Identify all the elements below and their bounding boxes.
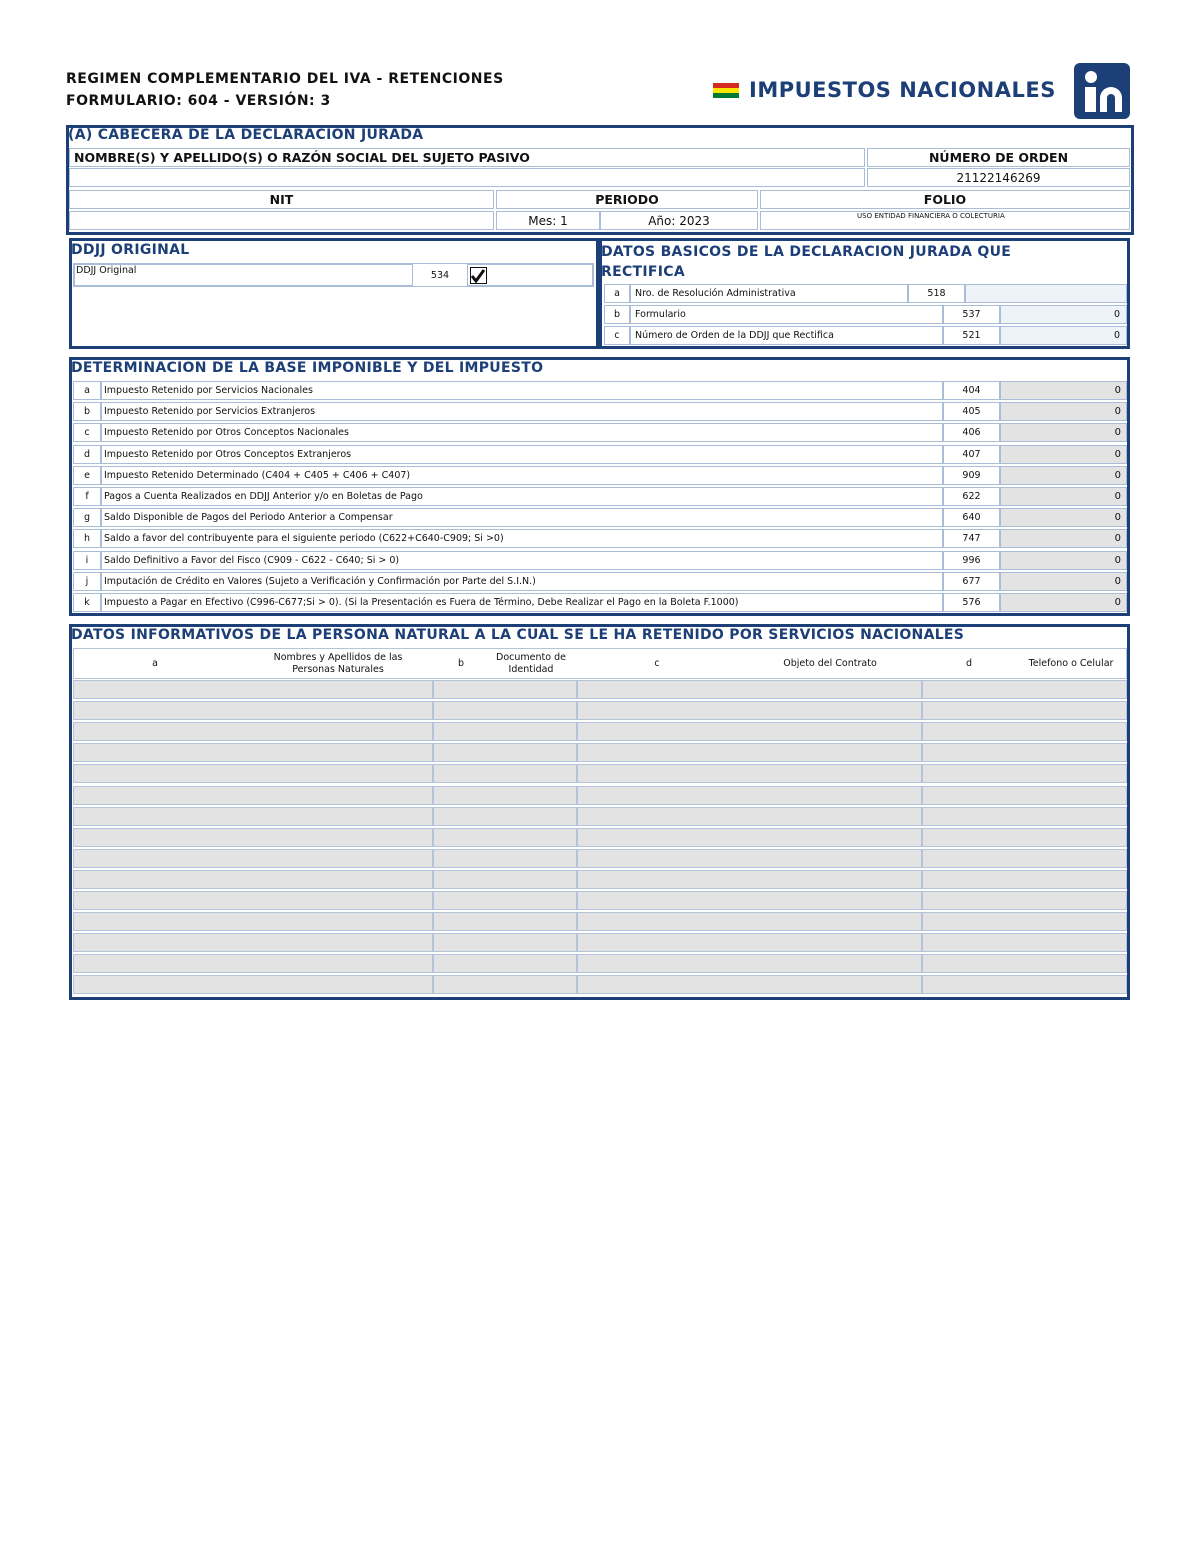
objeto-contrato-cell[interactable] — [577, 975, 922, 994]
determinacion-row — [73, 508, 1127, 527]
documento-identidad-cell[interactable] — [433, 870, 577, 889]
documento-identidad-cell[interactable] — [433, 975, 577, 994]
numero-orden-value: 211221462​69 — [867, 168, 1130, 187]
objeto-contrato-cell[interactable] — [577, 954, 922, 973]
persona-nombre-cell[interactable] — [73, 828, 433, 847]
row-code: 404 — [943, 381, 1000, 400]
folio-note: USO ENTIDAD FINANCIERA O COLECTURIA — [857, 212, 1005, 220]
periodo-mes: Mes: 1 — [496, 211, 600, 230]
form-title: REGIMEN COMPLEMENTARIO DEL IVA - RETENCIONES — [66, 71, 504, 87]
row-code: 996 — [943, 551, 1000, 570]
objeto-contrato-cell[interactable] — [577, 786, 922, 805]
row-value[interactable]: 0 — [1000, 572, 1127, 591]
objeto-contrato-cell[interactable] — [577, 912, 922, 931]
telefono-cell[interactable] — [922, 954, 1127, 973]
row-description: Saldo Disponible de Pagos del Periodo Anterior a Compensar — [101, 508, 943, 527]
ddjj-original-label: DDJJ Original — [76, 265, 137, 276]
col-c-letter: c — [654, 657, 660, 669]
datos-basicos-desc-b: Formulario — [630, 305, 943, 324]
col-d-letter: d — [965, 657, 973, 669]
persona-nombre-cell[interactable] — [73, 680, 433, 699]
documento-identidad-cell[interactable] — [433, 849, 577, 868]
persona-nombre-cell[interactable] — [73, 849, 433, 868]
persona-nombre-cell[interactable] — [73, 891, 433, 910]
periodo-anio: Año: 2023 — [600, 211, 758, 230]
nombre-field[interactable] — [69, 168, 865, 187]
persona-nombre-cell[interactable] — [73, 933, 433, 952]
row-description: Imputación de Crédito en Valores (Sujeto a Verificación y Confirmación por Parte del S.I.N.) — [101, 572, 943, 591]
row-value[interactable]: 0 — [1000, 487, 1127, 506]
row-description: Saldo a favor del contribuyente para el siguiente periodo (C622+C640-C909; Si >0) — [101, 529, 943, 548]
documento-identidad-cell[interactable] — [433, 743, 577, 762]
ddjj-original-title: DDJJ ORIGINAL — [71, 242, 190, 258]
determinacion-row — [73, 445, 1127, 464]
row-letter: a — [73, 381, 101, 400]
persona-nombre-cell[interactable] — [73, 764, 433, 783]
col-d-label: Telefono o Celular — [1028, 657, 1114, 669]
nit-label: NIT — [69, 190, 494, 209]
row-code: 576 — [943, 593, 1000, 612]
col-b-letter: b — [457, 657, 465, 669]
telefono-cell[interactable] — [922, 975, 1127, 994]
datos-basicos-title: DATOS BASICOS DE LA DECLARACION JURADA QUE RECTIFICA — [601, 244, 1012, 280]
documento-identidad-cell[interactable] — [433, 807, 577, 826]
numero-orden-label: NÚMERO DE ORDEN — [867, 148, 1130, 167]
telefono-cell[interactable] — [922, 680, 1127, 699]
determinacion-row — [73, 466, 1127, 485]
telefono-cell[interactable] — [922, 870, 1127, 889]
datos-basicos-code-c: 521 — [943, 326, 1000, 345]
bolivia-flag-icon — [713, 83, 739, 98]
documento-identidad-cell[interactable] — [433, 828, 577, 847]
datos-basicos-value-a[interactable] — [965, 284, 1127, 303]
row-letter: d — [73, 445, 101, 464]
row-description: Saldo Definitivo a Favor del Fisco (C909 - C622 - C640; Si > 0) — [101, 551, 943, 570]
persona-nombre-cell[interactable] — [73, 807, 433, 826]
col-a-label: Nombres y Apellidos de las Personas Naturales — [273, 651, 403, 675]
check-icon — [471, 269, 485, 283]
determinacion-row — [73, 529, 1127, 548]
persona-nombre-cell[interactable] — [73, 912, 433, 931]
persona-nombre-cell[interactable] — [73, 870, 433, 889]
datos-basicos-desc-a: Nro. de Resolución Administrativa — [630, 284, 908, 303]
persona-nombre-cell[interactable] — [73, 954, 433, 973]
row-letter: f — [73, 487, 101, 506]
determinacion-title: DETERMINACION DE LA BASE IMPONIBLE Y DEL IMPUESTO — [71, 360, 544, 376]
telefono-cell[interactable] — [922, 786, 1127, 805]
row-description: Impuesto Retenido por Otros Conceptos Nacionales — [101, 423, 943, 442]
ddjj-original-checkbox[interactable] — [470, 267, 487, 284]
documento-identidad-cell[interactable] — [433, 786, 577, 805]
telefono-cell[interactable] — [922, 743, 1127, 762]
objeto-contrato-cell[interactable] — [577, 933, 922, 952]
objeto-contrato-cell[interactable] — [577, 722, 922, 741]
row-value[interactable]: 0 — [1000, 381, 1127, 400]
row-code: 405 — [943, 402, 1000, 421]
objeto-contrato-cell[interactable] — [577, 849, 922, 868]
col-b-label: Documento de Identidad — [496, 651, 566, 675]
documento-identidad-cell[interactable] — [433, 680, 577, 699]
folio-label: FOLIO — [760, 190, 1130, 209]
col-c-label: Objeto del Contrato — [783, 657, 877, 669]
row-description: Impuesto a Pagar en Efectivo (C996-C677;Si > 0). (Si la Presentación es Fuera de Término, Debe Realizar el Pago en la Boleta F.1000) — [101, 593, 943, 612]
row-letter: c — [73, 423, 101, 442]
persona-nombre-cell[interactable] — [73, 975, 433, 994]
ddjj-original-row — [73, 263, 594, 287]
telefono-cell[interactable] — [922, 722, 1127, 741]
row-value[interactable]: 0 — [1000, 423, 1127, 442]
row-letter: g — [73, 508, 101, 527]
periodo-label: PERIODO — [496, 190, 758, 209]
row-value[interactable]: 0 — [1000, 508, 1127, 527]
row-code: 909 — [943, 466, 1000, 485]
cabecera-title: (A) CABECERA DE LA DECLARACION JURADA — [68, 127, 424, 143]
telefono-cell[interactable] — [922, 849, 1127, 868]
telefono-cell[interactable] — [922, 891, 1127, 910]
row-code: 406 — [943, 423, 1000, 442]
ddjj-original-code: 534 — [412, 263, 468, 287]
row-letter: i — [73, 551, 101, 570]
determinacion-row — [73, 551, 1127, 570]
objeto-contrato-cell[interactable] — [577, 701, 922, 720]
documento-identidad-cell[interactable] — [433, 722, 577, 741]
datos-basicos-letter-a: a — [604, 284, 630, 303]
datos-basicos-code-a: 518 — [908, 284, 965, 303]
persona-nombre-cell[interactable] — [73, 722, 433, 741]
objeto-contrato-cell[interactable] — [577, 891, 922, 910]
objeto-contrato-cell[interactable] — [577, 743, 922, 762]
row-letter: e — [73, 466, 101, 485]
documento-identidad-cell[interactable] — [433, 954, 577, 973]
telefono-cell[interactable] — [922, 764, 1127, 783]
row-value[interactable]: 0 — [1000, 445, 1127, 464]
documento-identidad-cell[interactable] — [433, 933, 577, 952]
datos-basicos-value-c[interactable]: 0 — [1000, 326, 1127, 345]
telefono-cell[interactable] — [922, 912, 1127, 931]
row-code: 622 — [943, 487, 1000, 506]
documento-identidad-cell[interactable] — [433, 891, 577, 910]
telefono-cell[interactable] — [922, 807, 1127, 826]
determinacion-row — [73, 381, 1127, 400]
row-value[interactable]: 0 — [1000, 551, 1127, 570]
impuestos-nacionales-logo-icon — [1074, 63, 1130, 119]
row-code: 747 — [943, 529, 1000, 548]
persona-nombre-cell[interactable] — [73, 786, 433, 805]
row-description: Impuesto Retenido por Servicios Extranjeros — [101, 402, 943, 421]
nit-field[interactable] — [69, 211, 494, 230]
datos-basicos-code-b: 537 — [943, 305, 1000, 324]
nombre-label: NOMBRE(S) Y APELLIDO(S) O RAZÓN SOCIAL DEL SUJETO PASIVO — [69, 148, 865, 167]
datos-basicos-desc-c: Número de Orden de la DDJJ que Rectifica — [630, 326, 943, 345]
row-description: Pagos a Cuenta Realizados en DDJJ Anterior y/o en Boletas de Pago — [101, 487, 943, 506]
row-description: Impuesto Retenido por Servicios Nacionales — [101, 381, 943, 400]
persona-nombre-cell[interactable] — [73, 743, 433, 762]
objeto-contrato-cell[interactable] — [577, 870, 922, 889]
row-letter: j — [73, 572, 101, 591]
row-value[interactable]: 0 — [1000, 593, 1127, 612]
determinacion-row — [73, 423, 1127, 442]
informativos-title: DATOS INFORMATIVOS DE LA PERSONA NATURAL A LA CUAL SE LE HA RETENIDO POR SERVICIOS NACIONALES — [71, 627, 965, 643]
objeto-contrato-cell[interactable] — [577, 807, 922, 826]
determinacion-row — [73, 572, 1127, 591]
datos-basicos-letter-b: b — [604, 305, 630, 324]
row-value[interactable]: 0 — [1000, 402, 1127, 421]
col-a-letter: a — [152, 657, 158, 669]
row-value[interactable]: 0 — [1000, 466, 1127, 485]
telefono-cell[interactable] — [922, 828, 1127, 847]
documento-identidad-cell[interactable] — [433, 912, 577, 931]
documento-identidad-cell[interactable] — [433, 764, 577, 783]
row-description: Impuesto Retenido por Otros Conceptos Extranjeros — [101, 445, 943, 464]
datos-basicos-letter-c: c — [604, 326, 630, 345]
form-subtitle: FORMULARIO: 604 - VERSIÓN: 3 — [66, 93, 331, 109]
row-letter: k — [73, 593, 101, 612]
objeto-contrato-cell[interactable] — [577, 828, 922, 847]
folio-field — [760, 211, 1130, 230]
datos-basicos-value-b[interactable]: 0 — [1000, 305, 1127, 324]
persona-nombre-cell[interactable] — [73, 701, 433, 720]
documento-identidad-cell[interactable] — [433, 701, 577, 720]
row-code: 640 — [943, 508, 1000, 527]
row-value[interactable]: 0 — [1000, 529, 1127, 548]
telefono-cell[interactable] — [922, 933, 1127, 952]
brand — [713, 78, 1056, 102]
determinacion-row — [73, 593, 1127, 612]
determinacion-row — [73, 487, 1127, 506]
determinacion-row — [73, 402, 1127, 421]
row-description: Impuesto Retenido Determinado (C404 + C405 + C406 + C407) — [101, 466, 943, 485]
row-code: 407 — [943, 445, 1000, 464]
brand-name: IMPUESTOS NACIONALES — [749, 78, 1056, 102]
objeto-contrato-cell[interactable] — [577, 764, 922, 783]
row-code: 677 — [943, 572, 1000, 591]
objeto-contrato-cell[interactable] — [577, 680, 922, 699]
row-letter: b — [73, 402, 101, 421]
row-letter: h — [73, 529, 101, 548]
telefono-cell[interactable] — [922, 701, 1127, 720]
